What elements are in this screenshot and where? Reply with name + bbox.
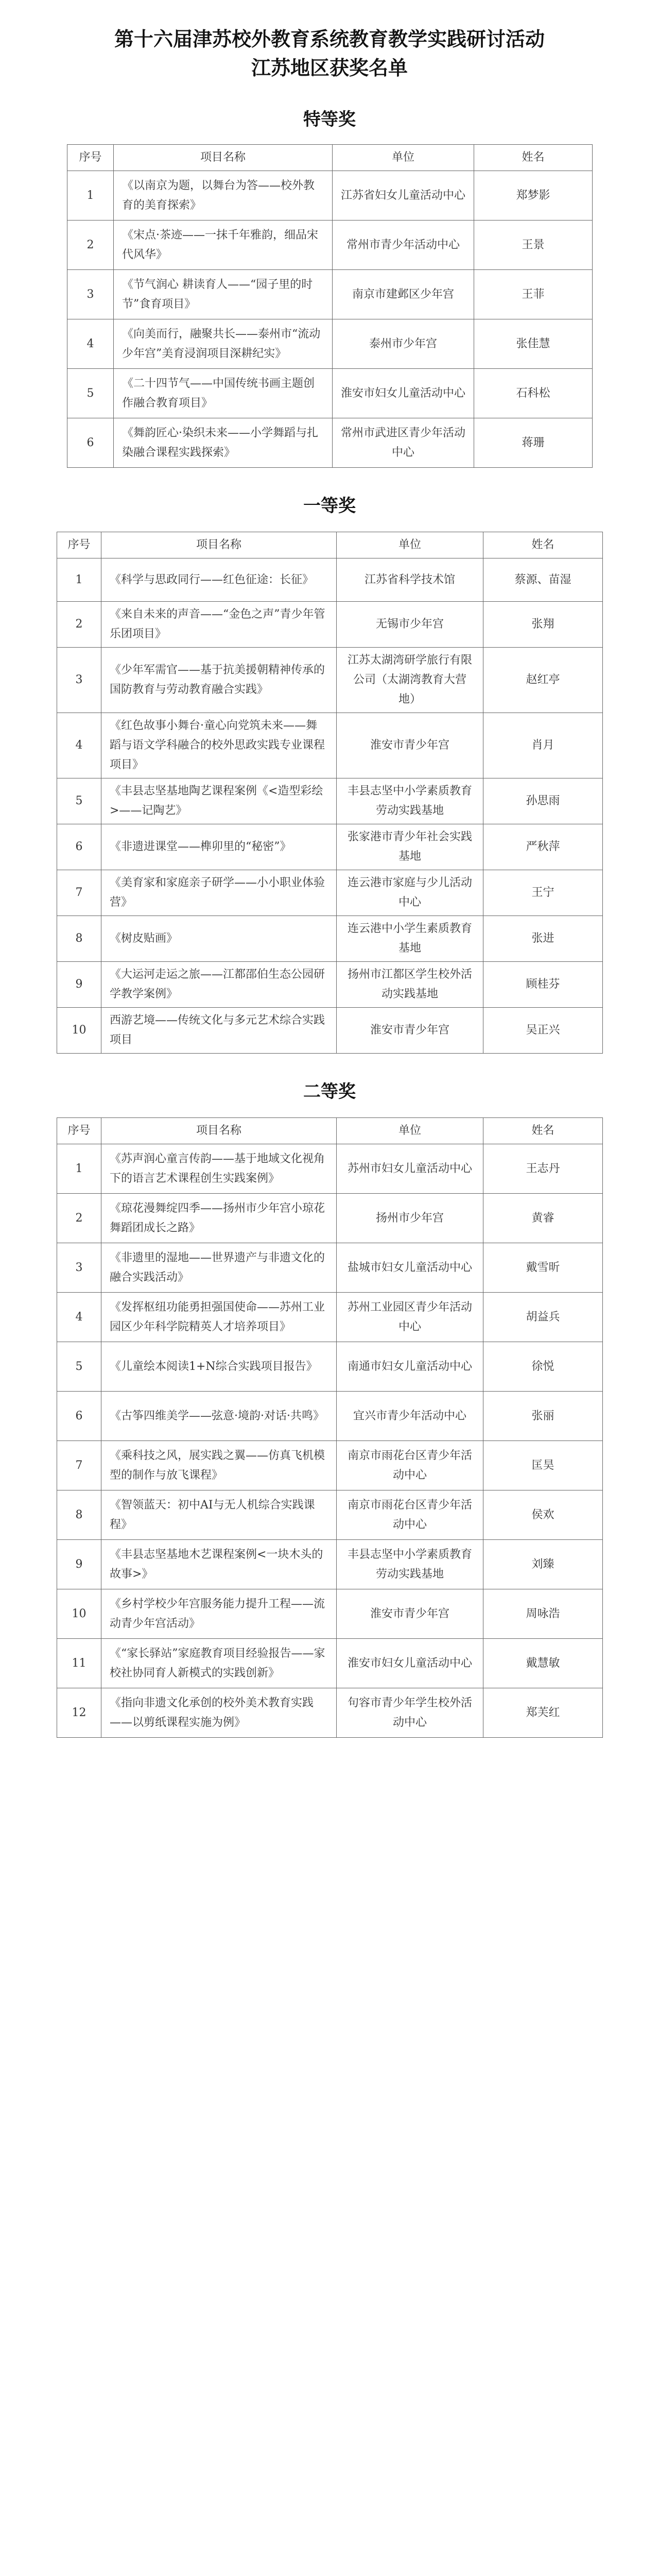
awards-table (57, 532, 603, 1054)
row-person-name: 严秋萍 (483, 824, 603, 870)
header-person-name: 姓名 (474, 145, 593, 171)
row-unit: 丰县志坚中小学素质教育劳动实践基地 (337, 1540, 483, 1589)
row-unit: 常州市武进区青少年活动中心 (333, 418, 474, 468)
table-row (67, 221, 593, 270)
header-person-name: 姓名 (483, 1118, 603, 1144)
row-person-name: 肖月 (483, 713, 603, 778)
row-project-name: 《二十四节气——中国传统书画主题创作融合教育项目》 (114, 369, 333, 418)
row-unit: 淮安市妇女儿童活动中心 (333, 369, 474, 418)
row-number: 8 (57, 916, 101, 962)
row-person-name: 张佳慧 (474, 319, 593, 369)
row-number: 4 (57, 713, 101, 778)
header-number: 序号 (57, 532, 101, 558)
header-unit: 单位 (337, 532, 483, 558)
row-number: 10 (57, 1008, 101, 1054)
award-sections (0, 109, 659, 1738)
row-person-name: 戴雪昕 (483, 1243, 603, 1293)
row-unit: 丰县志坚中小学素质教育劳动实践基地 (337, 778, 483, 824)
row-person-name: 赵红亭 (483, 648, 603, 713)
row-project-name: 《宋点·茶迹——一抹千年雅韵，细品宋代风华》 (114, 221, 333, 270)
row-project-name: 《美育家和家庭亲子研学——小小职业体验营》 (101, 870, 337, 916)
header-number: 序号 (57, 1118, 101, 1144)
row-number: 6 (57, 824, 101, 870)
row-person-name: 戴慧敏 (483, 1639, 603, 1688)
row-person-name: 蔡源、苗湿 (483, 558, 603, 602)
row-number: 5 (67, 369, 114, 418)
row-number: 1 (57, 1144, 101, 1194)
row-unit: 无锡市少年宫 (337, 602, 483, 648)
table-row (67, 319, 593, 369)
row-unit: 江苏省科学技术馆 (337, 558, 483, 602)
row-project-name: 《红色故事小舞台·童心向党筑未来——舞蹈与语文学科融合的校外思政实践专业课程项目》 (101, 713, 337, 778)
row-project-name: 《少年军需官——基于抗美援朝精神传承的国防教育与劳动教育融合实践》 (101, 648, 337, 713)
row-person-name: 蒋珊 (474, 418, 593, 468)
header-unit: 单位 (337, 1118, 483, 1144)
row-unit: 淮安市妇女儿童活动中心 (337, 1639, 483, 1688)
row-unit: 苏州市妇女儿童活动中心 (337, 1144, 483, 1194)
award-section (57, 496, 602, 1054)
row-person-name: 石科松 (474, 369, 593, 418)
row-person-name: 张丽 (483, 1392, 603, 1441)
row-unit: 张家港市青少年社会实践基地 (337, 824, 483, 870)
row-project-name: 《“家长驿站”家庭教育项目经验报告——家校社协同育人新模式的实践创新》 (101, 1639, 337, 1688)
row-project-name: 《指向非遗文化承创的校外美术教育实践——以剪纸课程实施为例》 (101, 1688, 337, 1738)
row-person-name: 吴正兴 (483, 1008, 603, 1054)
row-project-name: 《丰县志坚基地陶艺课程案例《<造型彩绘>——记陶艺》 (101, 778, 337, 824)
table-row (67, 418, 593, 468)
table-row (57, 1639, 603, 1688)
row-number: 1 (57, 558, 101, 602)
section-title: 特等奖 (303, 109, 356, 130)
row-number: 1 (67, 171, 114, 221)
row-number: 2 (67, 221, 114, 270)
row-number: 2 (57, 602, 101, 648)
row-project-name: 《智领蓝天：初中AI与无人机综合实践课程》 (101, 1490, 337, 1540)
table-header-row (57, 532, 603, 558)
table-row (57, 558, 603, 602)
row-project-name: 《乘科技之风，展实践之翼——仿真飞机模型的制作与放飞课程》 (101, 1441, 337, 1490)
document-title-line1: 第十六届津苏校外教育系统教育教学实践研讨活动 (114, 27, 545, 50)
row-number: 2 (57, 1194, 101, 1243)
table-row (57, 1342, 603, 1392)
row-unit: 江苏省妇女儿童活动中心 (333, 171, 474, 221)
row-project-name: 《向美而行，融聚共长——泰州市“流动少年宫”美育浸润项目深耕纪实》 (114, 319, 333, 369)
row-number: 5 (57, 778, 101, 824)
table-row (67, 270, 593, 319)
row-person-name: 侯欢 (483, 1490, 603, 1540)
header-project-name: 项目名称 (114, 145, 333, 171)
table-row (57, 916, 603, 962)
row-unit: 泰州市少年宫 (333, 319, 474, 369)
row-project-name: 《来自未来的声音——“金色之声”青少年管乐团项目》 (101, 602, 337, 648)
row-unit: 连云港市家庭与少儿活动中心 (337, 870, 483, 916)
row-number: 12 (57, 1688, 101, 1738)
row-unit: 淮安市青少年宫 (337, 1008, 483, 1054)
row-person-name: 胡益兵 (483, 1293, 603, 1342)
row-number: 10 (57, 1589, 101, 1639)
row-unit: 淮安市青少年宫 (337, 1589, 483, 1639)
row-person-name: 周咏浩 (483, 1589, 603, 1639)
row-number: 4 (67, 319, 114, 369)
row-number: 7 (57, 870, 101, 916)
row-person-name: 张进 (483, 916, 603, 962)
table-header-row (67, 145, 593, 171)
table-row (57, 1243, 603, 1293)
row-person-name: 匡昊 (483, 1441, 603, 1490)
awards-table (57, 1117, 603, 1738)
row-person-name: 刘臻 (483, 1540, 603, 1589)
row-person-name: 郑梦影 (474, 171, 593, 221)
row-project-name: 《古筝四维美学——弦意·境韵·对话·共鸣》 (101, 1392, 337, 1441)
section-title: 二等奖 (303, 1081, 356, 1102)
row-project-name: 《非遗里的湿地——世界遗产与非遗文化的融合实践活动》 (101, 1243, 337, 1293)
row-project-name: 《琼花漫舞绽四季——扬州市少年宫小琼花舞蹈团成长之路》 (101, 1194, 337, 1243)
table-row (57, 824, 603, 870)
row-project-name: 《儿童绘本阅读1+N综合实践项目报告》 (101, 1342, 337, 1392)
row-person-name: 王景 (474, 221, 593, 270)
row-person-name: 王志丹 (483, 1144, 603, 1194)
row-number: 4 (57, 1293, 101, 1342)
row-unit: 南京市雨花台区青少年活动中心 (337, 1490, 483, 1540)
row-number: 9 (57, 1540, 101, 1589)
table-row (57, 870, 603, 916)
row-unit: 句容市青少年学生校外活动中心 (337, 1688, 483, 1738)
row-unit: 淮安市青少年宫 (337, 713, 483, 778)
table-row (57, 1008, 603, 1054)
row-number: 5 (57, 1342, 101, 1392)
header-person-name: 姓名 (483, 532, 603, 558)
table-row (57, 1293, 603, 1342)
table-row (57, 1540, 603, 1589)
row-number: 11 (57, 1639, 101, 1688)
row-person-name: 黄睿 (483, 1194, 603, 1243)
row-number: 7 (57, 1441, 101, 1490)
table-row (57, 962, 603, 1008)
row-unit: 南京市雨花台区青少年活动中心 (337, 1441, 483, 1490)
table-row (57, 1589, 603, 1639)
table-row (57, 1441, 603, 1490)
row-unit: 江苏太湖湾研学旅行有限公司（太湖湾教育大营地） (337, 648, 483, 713)
table-row (57, 1490, 603, 1540)
table-row (57, 713, 603, 778)
header-unit: 单位 (333, 145, 474, 171)
table-row (57, 1392, 603, 1441)
row-unit: 宜兴市青少年活动中心 (337, 1392, 483, 1441)
table-row (67, 369, 593, 418)
table-row (57, 1144, 603, 1194)
row-number: 8 (57, 1490, 101, 1540)
header-project-name: 项目名称 (101, 532, 337, 558)
row-person-name: 徐悦 (483, 1342, 603, 1392)
table-row (57, 602, 603, 648)
row-person-name: 王宁 (483, 870, 603, 916)
row-unit: 南通市妇女儿童活动中心 (337, 1342, 483, 1392)
row-unit: 扬州市少年宫 (337, 1194, 483, 1243)
row-person-name: 顾桂芬 (483, 962, 603, 1008)
row-person-name: 郑芙红 (483, 1688, 603, 1738)
row-person-name: 孙思雨 (483, 778, 603, 824)
row-project-name: 《树皮贴画》 (101, 916, 337, 962)
row-number: 3 (67, 270, 114, 319)
row-number: 6 (57, 1392, 101, 1441)
header-number: 序号 (67, 145, 114, 171)
table-row (57, 648, 603, 713)
row-project-name: 《苏声润心童言传韵——基于地域文化视角下的语言艺术课程创生实践案例》 (101, 1144, 337, 1194)
header-project-name: 项目名称 (101, 1118, 337, 1144)
row-unit: 苏州工业园区青少年活动中心 (337, 1293, 483, 1342)
row-project-name: 《以南京为题，以舞台为答——校外教育的美育探索》 (114, 171, 333, 221)
row-project-name: 《科学与思政同行——红色征途：长征》 (101, 558, 337, 602)
row-project-name: 《非遗进课堂——榫卯里的“秘密”》 (101, 824, 337, 870)
row-number: 3 (57, 648, 101, 713)
document-title (0, 25, 659, 82)
awards-table (67, 144, 593, 468)
document-title-line2: 江苏地区获奖名单 (251, 56, 408, 79)
section-title: 一等奖 (303, 496, 356, 516)
table-row (57, 1194, 603, 1243)
award-section (67, 109, 592, 468)
row-number: 3 (57, 1243, 101, 1293)
row-number: 9 (57, 962, 101, 1008)
row-unit: 常州市青少年活动中心 (333, 221, 474, 270)
award-section (57, 1081, 602, 1738)
row-project-name: 《大运河走运之旅——江都邵伯生态公园研学教学案例》 (101, 962, 337, 1008)
table-row (57, 778, 603, 824)
row-person-name: 张翔 (483, 602, 603, 648)
row-project-name: 西游艺境——传统文化与多元艺术综合实践项目 (101, 1008, 337, 1054)
table-row (67, 171, 593, 221)
row-project-name: 《乡村学校少年宫服务能力提升工程——流动青少年宫活动》 (101, 1589, 337, 1639)
row-project-name: 《发挥枢纽功能勇担强国使命——苏州工业园区少年科学院精英人才培养项目》 (101, 1293, 337, 1342)
row-unit: 扬州市江都区学生校外活动实践基地 (337, 962, 483, 1008)
row-unit: 南京市建邺区少年宫 (333, 270, 474, 319)
row-project-name: 《节气润心 耕读育人——“园子里的时节”食育项目》 (114, 270, 333, 319)
row-unit: 连云港中小学生素质教育基地 (337, 916, 483, 962)
row-person-name: 王菲 (474, 270, 593, 319)
table-row (57, 1688, 603, 1738)
row-project-name: 《丰县志坚基地木艺课程案例<一块木头的故事>》 (101, 1540, 337, 1589)
row-project-name: 《舞韵匠心·染织未来——小学舞蹈与扎染融合课程实践探索》 (114, 418, 333, 468)
row-number: 6 (67, 418, 114, 468)
row-unit: 盐城市妇女儿童活动中心 (337, 1243, 483, 1293)
table-header-row (57, 1118, 603, 1144)
